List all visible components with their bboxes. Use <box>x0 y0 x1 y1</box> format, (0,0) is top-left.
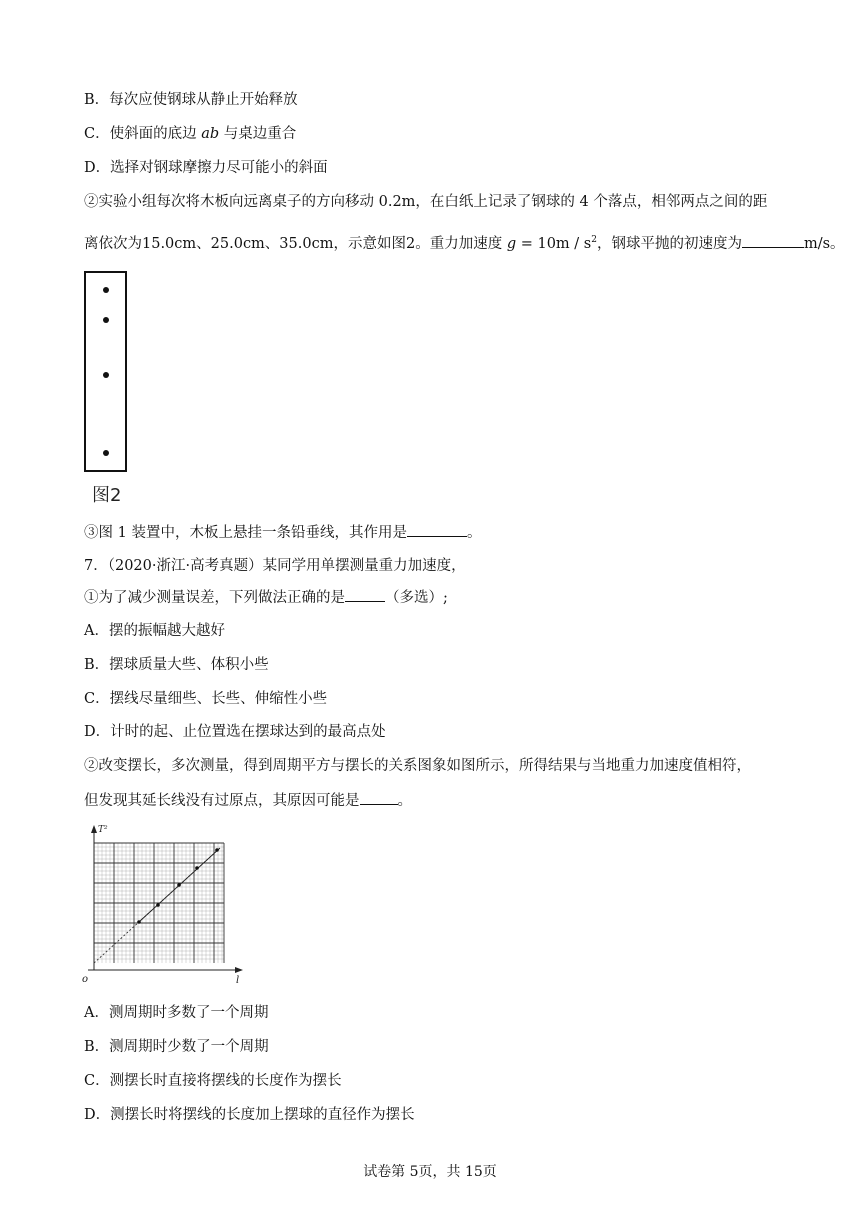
gravity-symbol: g <box>506 235 517 252</box>
question-7-sub2-line1: ②改变摆长，多次测量，得到周期平方与摆长的关系图象如图所示，所得结果与当地重力加速度值相符， <box>84 758 751 774</box>
figure-2-board <box>84 271 127 472</box>
landing-point-1 <box>103 287 109 293</box>
q2-text-a: 离依次为15.0cm、25.0cm、35.0cm，示意如图2。重力加速度 <box>84 235 507 252</box>
q7-option-b: B．摆球质量大些、体积小些 <box>84 657 269 673</box>
q2-exponent: 2 <box>591 235 597 245</box>
option-c-text-pre: C．使斜面的底边 <box>84 126 202 142</box>
data-point-1 <box>137 920 141 924</box>
y-axis-arrow <box>91 825 97 833</box>
landing-point-4 <box>103 450 109 456</box>
page-footer: 试卷第 5页，共 15页 <box>363 1164 497 1180</box>
q7-sub1-text: ①为了减少测量误差，下列做法正确的是 <box>84 590 345 606</box>
figure-2-label: 图2 <box>92 485 122 506</box>
data-point-2 <box>156 903 160 907</box>
x-axis-label: l <box>236 975 240 985</box>
period-length-graph <box>80 820 250 985</box>
data-point-3 <box>177 883 181 887</box>
x-axis-arrow <box>235 967 243 973</box>
answer-blank-reason[interactable] <box>360 790 398 805</box>
q7-sub2-end: 。 <box>397 793 412 809</box>
q2-unit: m/s。 <box>803 235 845 252</box>
option-c <box>84 124 296 144</box>
option-c-variable: ab <box>201 126 220 142</box>
question-7-sub2-line2 <box>84 790 412 811</box>
graph-major-grid <box>94 843 224 963</box>
q7-option-d: D．计时的起、止位置选在摆球达到的最高点处 <box>84 724 386 740</box>
answer-blank-multi-select[interactable] <box>345 587 385 602</box>
answer-blank-plumb-line[interactable] <box>407 522 467 537</box>
answer-option-b: B．测周期时少数了一个周期 <box>84 1039 269 1055</box>
question-2-line2 <box>84 230 845 254</box>
q7-sub1-end: （多选）; <box>385 590 448 606</box>
option-b: B．每次应使钢球从静止开始释放 <box>84 92 298 108</box>
y-axis-label: T² <box>98 825 108 835</box>
q7-option-c: C．摆线尽量细些、长些、伸缩性小些 <box>84 691 328 707</box>
question-3 <box>84 522 481 543</box>
question-7-title: 7．（2020·浙江·高考真题）某同学用单摆测量重力加速度， <box>84 558 466 574</box>
answer-option-a: A．测周期时多数了一个周期 <box>84 1005 269 1021</box>
data-point-4 <box>195 866 199 870</box>
q2-gravity-value: = 10m / s <box>516 235 592 252</box>
landing-point-3 <box>103 372 109 378</box>
q2-text-c: ，钢球平抛的初速度为 <box>596 235 742 252</box>
q3-text: ③图 1 装置中，木板上悬挂一条铅垂线，其作用是 <box>84 525 407 541</box>
option-d: D．选择对钢球摩擦力尽可能小的斜面 <box>84 160 328 176</box>
question-7-sub1 <box>84 587 448 608</box>
q7-option-a: A．摆的振幅越大越好 <box>84 623 225 639</box>
landing-point-2 <box>103 317 109 323</box>
answer-blank-velocity[interactable] <box>742 233 804 248</box>
answer-option-d: D．测摆长时将摆线的长度加上摆球的直径作为摆长 <box>84 1107 415 1123</box>
answer-option-c: C．测摆长时直接将摆线的长度作为摆长 <box>84 1073 342 1089</box>
q3-end: 。 <box>466 525 482 541</box>
data-point-5 <box>215 848 219 852</box>
question-2-line1: ②实验小组每次将木板向远离桌子的方向移动 0.2m，在白纸上记录了钢球的 4 个落点，相邻两点之间的距 <box>84 194 768 210</box>
option-c-text-post: 与桌边重合 <box>219 126 297 142</box>
q7-sub2-text: 但发现其延长线没有过原点，其原因可能是 <box>84 793 360 809</box>
origin-label: o <box>82 974 89 985</box>
